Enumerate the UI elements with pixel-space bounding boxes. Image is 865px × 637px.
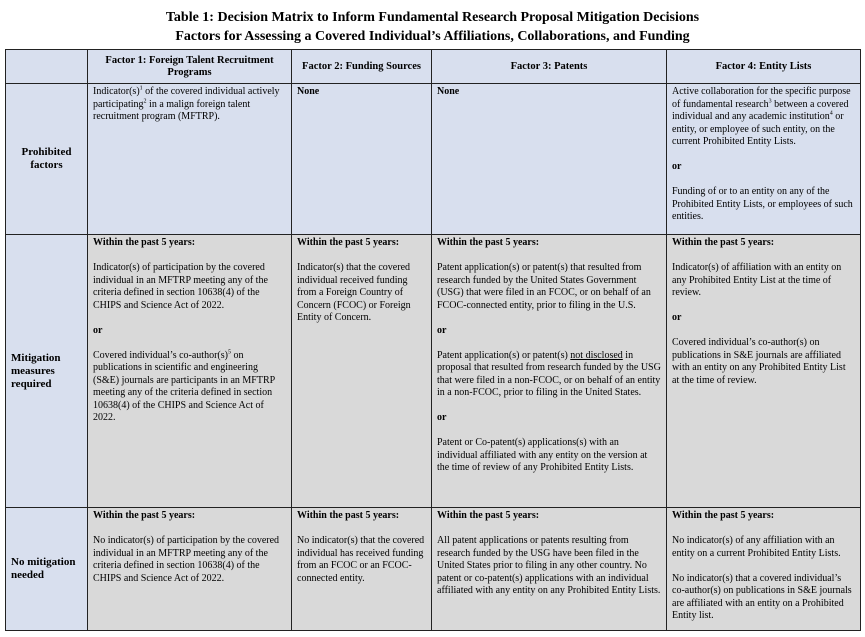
mitigation-factor-3-cell xyxy=(432,235,667,508)
table-title xyxy=(0,0,865,46)
mitigation-f1-text-2a: Covered individual’s co-author(s) xyxy=(93,349,228,361)
header-factor-4: Factor 4: Entity Lists xyxy=(667,50,861,84)
mitigation-f3-text-3: Patent or Co-patent(s) applications(s) with an individual affiliated with any entity on the version at the time of review of any Prohibited Entity Lists. xyxy=(437,437,648,473)
table-row-mitigation xyxy=(6,235,861,508)
prohibited-f1-text-a: Indicator(s) xyxy=(93,86,140,97)
mitigation-factor-2-cell xyxy=(292,235,432,508)
header-factor-1: Factor 1: Foreign Talent Recruitment Programs xyxy=(88,50,292,84)
table-row-prohibited xyxy=(6,84,861,235)
none-f4-text-2: No indicator(s) that a covered individual’s co-author(s) on publications in S&E journals are affiliated with an entity on a Prohibited Entity list. xyxy=(672,572,852,621)
mitigation-f4-within: Within the past 5 years: xyxy=(672,237,775,248)
footnote-ref-3: 3 xyxy=(768,98,772,105)
mitigation-f3-within: Within the past 5 years: xyxy=(437,237,540,248)
footnote-ref-4: 4 xyxy=(829,110,833,117)
mitigation-f4-text-1: Indicator(s) of affiliation with an entity on any Prohibited Entity List at the time of review. xyxy=(672,262,842,298)
prohibited-f1-text-c: in a malign foreign talent recruitment program (MFTRP). xyxy=(93,98,251,122)
header-factor-3: Factor 3: Patents xyxy=(432,50,667,84)
prohibited-factor-3-cell: None xyxy=(432,84,667,235)
footnote-ref-1: 1 xyxy=(139,85,143,92)
title-line-2: Factors for Assessing a Covered Individual’s Affiliations, Collaborations, and Funding xyxy=(175,29,690,44)
footnote-ref-2: 2 xyxy=(143,98,147,105)
row-label-prohibited: Prohibited factors xyxy=(6,84,88,235)
mitigation-factor-1-cell xyxy=(88,235,292,508)
none-f4-text-1: No indicator(s) of any affiliation with an entity on a current Prohibited Entity Lists. xyxy=(672,535,841,559)
mitigation-f3-text-1: Patent application(s) or patent(s) that resulted from research funded by the United States Government (USG) that were filed in an FCOC, or on behalf of an FCOC-connected entity, prior to filing in the U.S. xyxy=(437,262,651,311)
none-f3-text: All patent applications or patents resulting from research funded by the USG have been filed in the United States prior to filing in any other country. No patent or co-patent(s) applications with an individual affiliated with any entity on any Prohibited Entity Lists. xyxy=(437,535,661,596)
mitigation-f1-within: Within the past 5 years: xyxy=(93,237,196,248)
none-f1-text: No indicator(s) of participation by the covered individual in an MFTRP meeting any of the criteria defined in section 10638(4) of the CHIPS and Science Act of 2022. xyxy=(93,535,280,584)
prohibited-factor-2-cell: None xyxy=(292,84,432,235)
prohibited-f4-text-b: between a covered individual and any academic institution xyxy=(672,98,849,122)
mitigation-f4-text-2: Covered individual’s co-author(s) on publications in S&E journals are affiliated with an entity on any Prohibited Entity List at the time of review. xyxy=(672,337,846,386)
none-f3-within: Within the past 5 years: xyxy=(437,510,540,521)
mitigation-f3-text-2b: in proposal that resulted from research funded by the USG that were filed in a non-FCOC, or on behalf of an entity in a non-FCOC, prior to filing in the United States. xyxy=(437,349,661,398)
none-f2-within: Within the past 5 years: xyxy=(297,510,400,521)
mitigation-f3-or-2: or xyxy=(437,412,447,423)
mitigation-f1-text-2b: on publications in scientific and engineering (S&E) journals are participants in an MFTRP meeting any of the criteria defined in section 10638(4) of the CHIPS and Science Act of 2022. xyxy=(93,349,275,423)
row-label-no-mitigation: No mitigation needed xyxy=(6,508,88,631)
prohibited-f1-text-b: of the covered individual actively participating xyxy=(93,86,280,110)
none-f4-within: Within the past 5 years: xyxy=(672,510,775,521)
none-factor-4-cell xyxy=(667,508,861,631)
header-factor-2: Factor 2: Funding Sources xyxy=(292,50,432,84)
header-corner-cell xyxy=(6,50,88,84)
none-factor-1-cell xyxy=(88,508,292,631)
decision-matrix-table xyxy=(5,49,861,631)
header-row xyxy=(6,50,861,84)
prohibited-factor-1-cell xyxy=(88,84,292,235)
none-factor-3-cell xyxy=(432,508,667,631)
mitigation-f3-text-underlined: not disclosed xyxy=(570,349,623,361)
mitigation-f2-text: Indicator(s) that the covered individual received funding from a Foreign Country of Concern (FCOC) or Foreign Entity of Concern. xyxy=(297,262,411,323)
mitigation-factor-4-cell xyxy=(667,235,861,508)
none-f1-within: Within the past 5 years: xyxy=(93,510,196,521)
mitigation-f2-within: Within the past 5 years: xyxy=(297,237,400,248)
mitigation-f4-or: or xyxy=(672,312,682,323)
prohibited-f4-text-c: or entity, or employee of such entity, on the current Prohibited Entity Lists. xyxy=(672,111,844,147)
table-row-no-mitigation xyxy=(6,508,861,631)
prohibited-f4-text-d: Funding of or to an entity on any of the Prohibited Entity Lists, or employees of such entities. xyxy=(672,186,853,222)
prohibited-factor-4-cell xyxy=(667,84,861,235)
mitigation-f3-text-2a: Patent application(s) or patent(s) xyxy=(437,349,571,361)
footnote-ref-5: 5 xyxy=(227,349,231,356)
title-line-1: Table 1: Decision Matrix to Inform Fundamental Research Proposal Mitigation Decisions xyxy=(165,10,700,25)
row-label-mitigation: Mitigation measures required xyxy=(6,235,88,508)
mitigation-f3-or-1: or xyxy=(437,324,447,336)
none-f2-text: No indicator(s) that the covered individual has received funding from an FCOC or an FCOC-connected entity. xyxy=(297,535,425,584)
prohibited-f4-text-a: Active collaboration for the specific purpose of fundamental research xyxy=(672,86,851,110)
mitigation-f1-or: or xyxy=(93,324,103,336)
prohibited-f4-or: or xyxy=(672,161,682,172)
mitigation-f1-text-1: Indicator(s) of participation by the covered individual in an MFTRP meeting any of the criteria defined in section 10638(4) of the CHIPS and Science Act of 2022. xyxy=(93,262,268,311)
none-factor-2-cell xyxy=(292,508,432,631)
